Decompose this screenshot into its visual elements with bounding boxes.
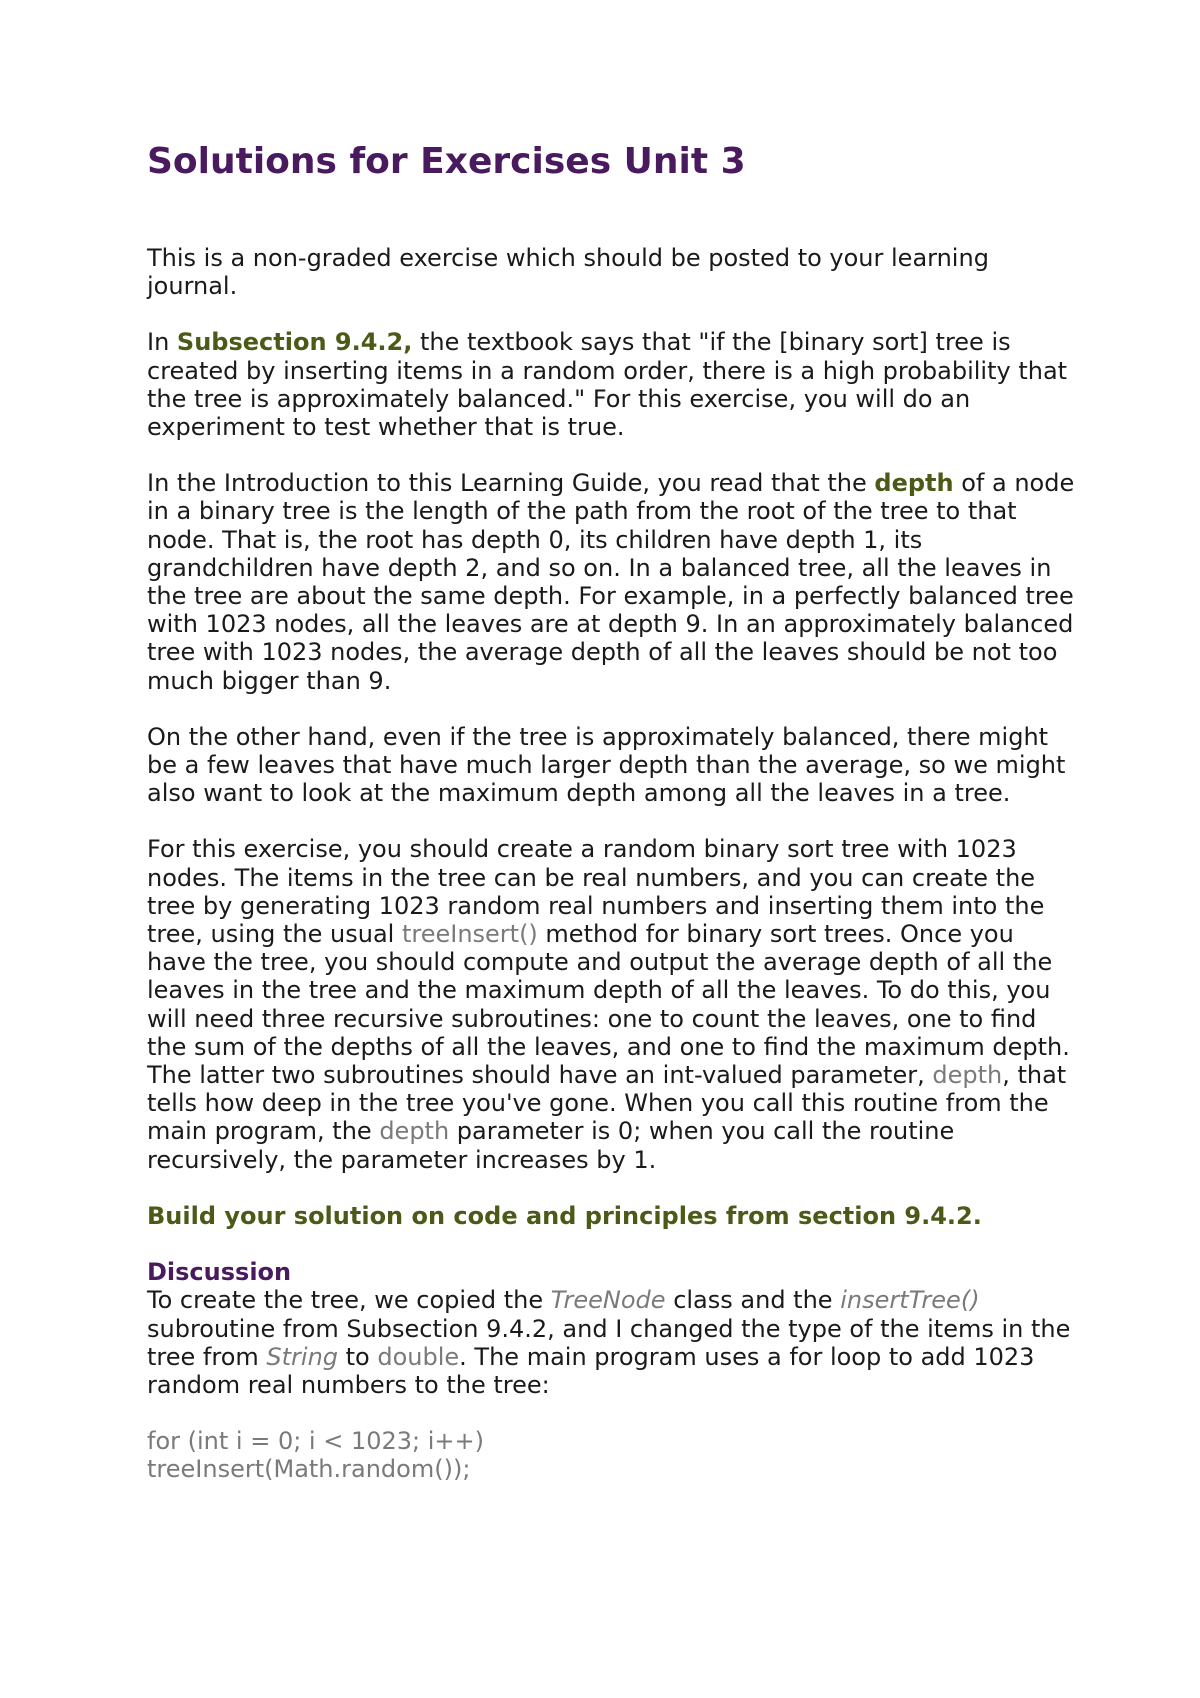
discussion-heading: Discussion bbox=[147, 1258, 292, 1287]
code-reference: double bbox=[377, 1342, 460, 1371]
build-instruction: Build your solution on code and principles from section 9.4.2. bbox=[147, 1201, 982, 1230]
discussion-paragraph bbox=[147, 1286, 1077, 1399]
depth-paragraph bbox=[147, 469, 1077, 695]
text-run: parameter is 0; when you call the routine recursively, the parameter increases by 1. bbox=[147, 1117, 955, 1174]
code-reference: treeInsert() bbox=[401, 920, 538, 949]
text-run: To create the tree, we copied the bbox=[147, 1286, 551, 1315]
text-run: the textbook says that "if the [binary sort] tree is created by inserting items in a random order, there is a high probability that the tree is approximately balanced." For this exercise, you will do an experiment to test whether that is true. bbox=[147, 328, 1068, 442]
intro-paragraph: This is a non-graded exercise which should be posted to your learning journal. bbox=[147, 244, 989, 301]
text-run: to bbox=[338, 1342, 378, 1371]
code-reference: depth bbox=[932, 1061, 1003, 1090]
code-line: for (int i = 0; i < 1023; i++) bbox=[147, 1427, 485, 1456]
subsection-paragraph bbox=[147, 328, 1077, 441]
code-block bbox=[147, 1427, 1077, 1483]
text-run: method for binary sort trees. Once you have the tree, you should compute and output the average depth of all the leaves in the tree and the maximum depth of all the leaves. To do this, you will need three recursive subroutines: one to count the leaves, one to find the sum of the depths of all the leaves, and one to find the maximum depth. The latter two subroutines should have an int-valued parameter, bbox=[147, 920, 1070, 1090]
text-run: In bbox=[147, 328, 177, 357]
page-title: Solutions for Exercises Unit 3 bbox=[147, 141, 746, 182]
text-run: . The main program uses a for loop to add 1023 random real numbers to the tree: bbox=[147, 1342, 1035, 1399]
code-reference: TreeNode bbox=[550, 1286, 666, 1315]
code-reference: String bbox=[266, 1342, 339, 1371]
exercise-paragraph bbox=[147, 835, 1077, 1173]
text-run: of a node in a binary tree is the length of the path from the root of the tree to that node. That is, the root has depth 0, its children have depth 1, its grandchildren have depth 2, and so on. In a balanced tree, all the leaves in the tree are about the same depth. For example, in a perfectly balanced tree with 1023 nodes, all the leaves are at depth 9. In an approximately balanced tree with 1023 nodes, the average depth of all the leaves should be not too much bigger than 9. bbox=[147, 469, 1075, 695]
code-reference: insertTree() bbox=[840, 1286, 980, 1315]
document-page bbox=[147, 140, 1077, 1484]
code-line: treeInsert(Math.random()); bbox=[147, 1455, 471, 1484]
code-reference: depth bbox=[379, 1117, 450, 1146]
text-run: For this exercise, you should create a random binary sort tree with 1023 nodes. The items in the tree can be real numbers, and you can create the tree by generating 1023 random real numbers and inserting them into the tree, using the usual bbox=[147, 835, 1045, 949]
text-run: subroutine from Subsection 9.4.2, and I changed the type of the items in the tree from bbox=[147, 1314, 1071, 1371]
other-hand-paragraph: On the other hand, even if the tree is approximately balanced, there might be a few leaves that have much larger depth than the average, so we might also want to look at the maximum depth among all the leaves in a tree. bbox=[147, 722, 1066, 808]
text-run: In the Introduction to this Learning Guide, you read that the bbox=[147, 469, 875, 498]
text-run: class and the bbox=[665, 1286, 841, 1315]
depth-term: depth bbox=[874, 469, 954, 498]
subsection-reference: Subsection 9.4.2, bbox=[176, 328, 413, 357]
text-run: , that tells how deep in the tree you've gone. When you call this routine from the main program, the bbox=[147, 1061, 1067, 1146]
